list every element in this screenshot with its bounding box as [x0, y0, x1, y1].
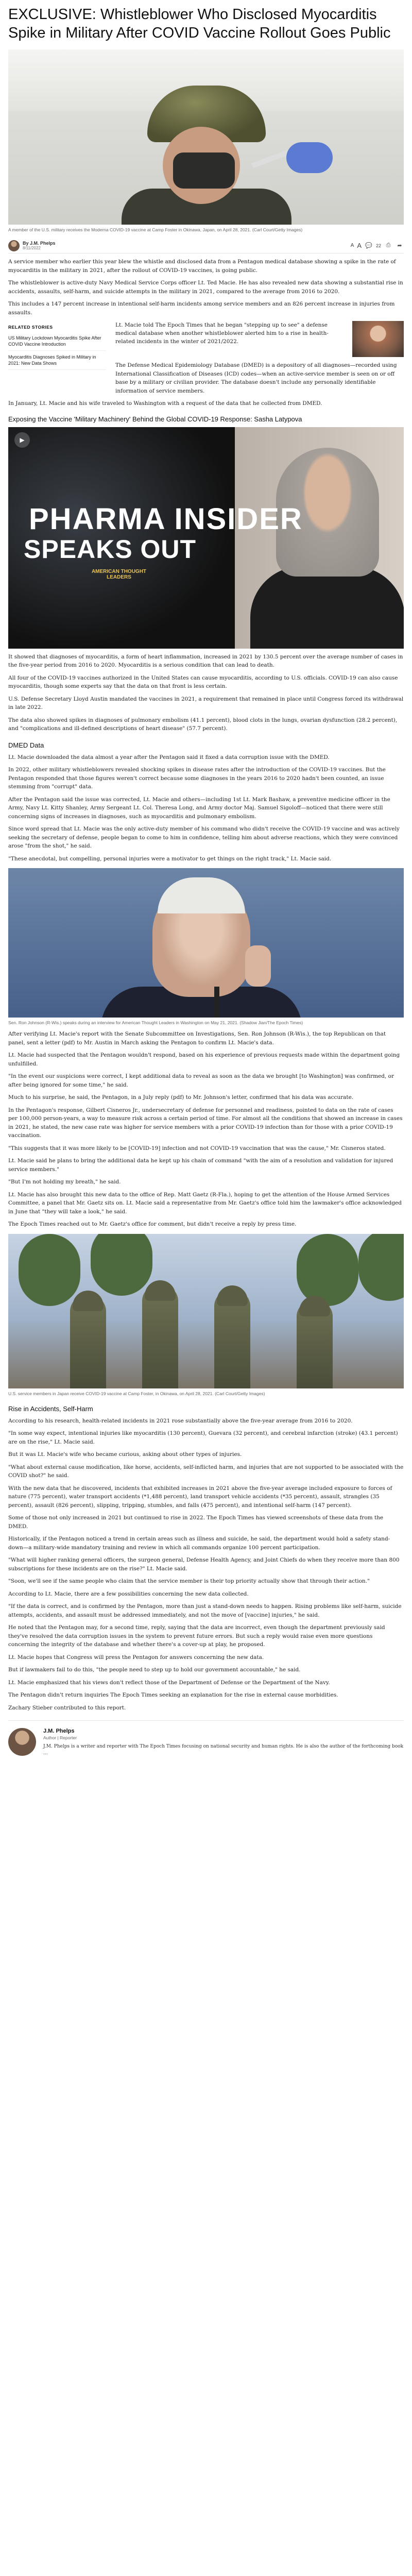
- paragraph: Since word spread that Lt. Macie was the only active-duty member of his command who didn't receive the COVID-19 vaccine and was actively seeking the secretary of defense, people began to come to him in confidence, telling him about adverse reactions, which they were convinced arose "from the shot," he said.: [8, 826, 400, 849]
- video-section-title[interactable]: Exposing the Vaccine 'Military Machinery' Behind the Global COVID-19 Response: Sasha Latypova: [8, 415, 302, 423]
- byline-bar: [8, 238, 404, 253]
- inset-photo: [352, 321, 404, 357]
- paragraph: It showed that diagnoses of myocarditis, a form of heart inflammation, increased in 2021 by 130.5 percent over the average number of cases in the five-year period from 2016 to 2020. Myocarditis is a serious condition that can lead to death.: [8, 653, 403, 668]
- video-brand: AMERICAN THOUGHT LEADERS: [91, 568, 147, 580]
- author-avatar[interactable]: [8, 1728, 36, 1756]
- paragraph: Lt. Macie downloaded the data almost a year after the Pentagon said it fixed a data corruption issue with the DMED.: [8, 754, 330, 760]
- paragraph: All four of the COVID-19 vaccines authorized in the United States can cause myocarditis, according to U.S. officials. COVID-19 can also cause myocarditis, though some experts say that the data on that front is less certain.: [8, 674, 398, 689]
- dmed-section-title: DMED Data: [8, 741, 44, 749]
- paragraph: "In the event our suspicions were correct, I kept additional data to reveal as soon as the data we brought [to Washington] was confirmed, or after being ignored for some time," he said.: [8, 1073, 394, 1088]
- paragraph: The Defense Medical Epidemiology Database (DMED) is a depository of all diagnoses—recorded using International Classification of Diseases (ICD) codes—when an active-service member is seen on or off base by a military or civilian provider. The database doesn't include any personally identifiable information of service members.: [115, 362, 397, 394]
- paragraph: Lt. Macie had suspected that the Pentagon wouldn't respond, based on his experience of previous requests made within the department going unfulfilled.: [8, 1052, 400, 1067]
- paragraph: But if lawmakers fail to do this, "the people need to step up to hold our government accountable," he said.: [8, 1667, 301, 1673]
- article-body-3: [8, 753, 404, 863]
- inset-column: [115, 321, 404, 395]
- article-body-5: [8, 1417, 404, 1713]
- senator-photo-caption: Sen. Ron Johnson (R-Wis.) speaks during an interview for American Thought Leaders in Washington on May 21, 2021. (Shadow Jian/The Epoch Times): [8, 1020, 303, 1025]
- share-tools: [351, 242, 404, 250]
- related-and-inset: [8, 321, 404, 395]
- paragraph: He noted that the Pentagon may, for a second time, reply, saying that the data are incorrect, even though the department previously said they've resolved the data corruption issues in the system to prevent future errors. But such a reply would raise even more questions concerning the integrity of the database and whether there's a cover-up at play, he proposed.: [8, 1624, 385, 1648]
- paragraph: The data also showed spikes in diagnoses of pulmonary embolism (41.1 percent), blood clots in the lungs, ovarian dysfunction (28.2 percent), and "complications and ill-defined descriptions of heart disease" (57.7 percent).: [8, 717, 398, 732]
- video-player[interactable]: [8, 427, 404, 649]
- paragraph: "In some way expect, intentional injuries like myocarditis (130 percent), Guevara (32 percent), and cerebral infarction (stroke) (43.1 percent) are on the rise," Lt. Macie said.: [8, 1430, 398, 1445]
- comment-count[interactable]: 22: [375, 243, 381, 248]
- video-title-line2: SPEAKS OUT: [24, 534, 197, 564]
- author-bio: J.M. Phelps is a writer and reporter with The Epoch Times focusing on national security and human rights. He is also the author of the forthcoming book ...: [43, 1744, 404, 1756]
- paragraph: Historically, if the Pentagon noticed a trend in certain areas such as illness and suicide, he said, the department would hold a safety stand-down—a military-wide mandatory training and review in which all commands organize 100 percent participation.: [8, 1536, 390, 1551]
- paragraph: The Pentagon didn't return inquiries The Epoch Times seeking an explanation for the rise in external cause morbidities.: [8, 1692, 338, 1698]
- paragraph: A service member who earlier this year blew the whistle and disclosed data from a Pentagon medical database showing a spike in the rate of myocarditis in the military in 2021, after the rollout of COVID-19 vaccines, is going public.: [8, 259, 396, 274]
- font-size-small-button[interactable]: A: [350, 243, 354, 248]
- article-body: [8, 258, 404, 408]
- byline: [8, 240, 56, 251]
- paragraph: In 2022, other military whistleblowers revealed shocking spikes in disease rates after the introduction of the COVID-19 vaccines. But the Pentagon responded that those figures weren't correct because some diagnoses in the years 2016 to 2020 hadn't been counted, an issue stemming from "corrupt" data.: [8, 767, 386, 790]
- article-body-4: [8, 1030, 404, 1229]
- paragraph: The whistleblower is active-duty Navy Medical Service Corps officer Lt. Ted Macie. He has also revealed new data showing a substantial rise in accidents, assaults, self-harm, and suicide attempts in the military in 2021, compared to the average from 2016 to 2020.: [8, 280, 403, 295]
- paragraph: "What will higher ranking general officers, the surgeon general, Defense Health Agency, and Joint Chiefs do when they receive more than 800 subscriptions for these incidents are on the rise?" Lt. Macie said.: [8, 1557, 400, 1572]
- paragraph: "But I'm not holding my breath," he said.: [8, 1179, 121, 1185]
- related-stories-title: RELATED STORIES: [8, 325, 53, 330]
- play-icon[interactable]: ▶: [14, 432, 30, 448]
- paragraph: With the new data that he discovered, incidents that exhibited increases in 2021 above the five-year average included exposure to forces of nature (775 percent), water transport accidents (*1,488 percent), land transport vehicle accidents (*35 percent), assault, strangles (35 percent), assault (826 percent), slipping, tripping, stumbles, and falls (475 percent), and intentional self-harm (147 percent).: [8, 1485, 392, 1509]
- paragraph: "This suggests that it was more likely to be [COVID-19] infection and not COVID-19 vaccination that was the cause," Mr. Cisneros stated.: [8, 1145, 386, 1151]
- article-body-2: [8, 653, 404, 733]
- paragraph: Lt. Macie has also brought this new data to the office of Rep. Matt Gaetz (R-Fla.), hoping to get the attention of the House Armed Services Committee, a panel that Mr. Gaetz sits on. Lt. Macie said a representative from Mr. Gaetz's office told him the lawmaker's office acknowledged in June that "they will take a look," he said.: [8, 1191, 402, 1215]
- paragraph: "Soon, we'll see if the same people who claim that the service member is their top priority actually show that through their action.": [8, 1578, 370, 1584]
- paragraph: In the Pentagon's response, Gilbert Cisneros Jr., undersecretary of defense for personnel and readiness, pointed to data on the rate of cases per 100,000 person-years, a way to measure risk across a certain period of time. For almost all the conditions that showed an increase in cases in 2021, he stated, the new case rate was higher for service members with a prior COVID-19 infection than for those with a prior COVID-19 vaccination.: [8, 1107, 403, 1139]
- paragraph: Zachary Stieber contributed to this report.: [8, 1704, 126, 1711]
- author-title: Author | Reporter: [43, 1735, 77, 1740]
- paragraph: After verifying Lt. Macie's report with the Senate Subcommittee on Investigations, Sen. Ron Johnson (R-Wis.), the top Republican on that panel, sent a letter (pdf) to Mr. Austin in March asking the Pentagon to confirm Lt. Macie's data.: [8, 1031, 386, 1046]
- related-stories: [8, 321, 106, 395]
- article-headline: EXCLUSIVE: Whistleblower Who Disclosed Myocarditis Spike in Military After COVID Vaccine Rollout Goes Public: [8, 6, 391, 41]
- paragraph: "These anecdotal, but compelling, personal injuries were a motivator to get things on the right track," Lt. Macie said.: [8, 855, 332, 862]
- inset-block: [115, 321, 404, 357]
- paragraph: According to Lt. Macie, there are a few possibilities concerning the new data collected.: [8, 1590, 249, 1597]
- paragraph: U.S. Defense Secretary Lloyd Austin mandated the vaccines in 2021, a requirement that remained in place until Congress forced its withdrawal in late 2022.: [8, 696, 404, 710]
- paragraph: "What about external cause modification, like horse, accidents, self-inflicted harm, and injuries that are not supported to be associated with the COVID shot?" he said.: [8, 1464, 404, 1479]
- share-icon[interactable]: ➦: [397, 243, 402, 249]
- font-size-large-button[interactable]: A: [357, 242, 362, 249]
- print-icon[interactable]: ⎙: [386, 242, 391, 248]
- paragraph: In January, Lt. Macie and his wife traveled to Washington with a request of the data that he collected from DMED.: [8, 400, 322, 406]
- hero-caption: A member of the U.S. military receives the Moderna COVID-19 vaccine at Camp Foster in Okinawa, Japan, on April 28, 2021. (Carl Court/Getty Images): [8, 227, 303, 232]
- paragraph: Lt. Macie said he plans to bring the additional data he kept up his chain of command "with the aim of a resolution and validation for injured service members.": [8, 1158, 393, 1173]
- byline-date: 8/11/2022: [23, 246, 41, 250]
- paragraph: "If the data is correct, and is confirmed by the Pentagon, more than just a stand-down needs to happen. Rising problems like self-harm, suicide attempts, accidents, and assault must be addressed immediately, and not the move of [vaccine] injuries," he said.: [8, 1603, 402, 1618]
- paragraph: This includes a 147 percent increase in intentional self-harm incidents among service members and an 826 percent increase in injuries from assaults.: [8, 301, 395, 316]
- inset-text: Lt. Macie told The Epoch Times that he began "stepping up to see" a defense medical database when another whistleblower alerted him to a rise in health-related incidents in the winter of 2021/2022.: [115, 322, 329, 345]
- hero-image: [8, 49, 404, 225]
- byline-name[interactable]: By J.M. Phelps: [23, 241, 56, 246]
- author-avatar-small[interactable]: [8, 240, 20, 251]
- author-box: [8, 1720, 404, 1757]
- paragraph: After the Pentagon said the issue was corrected, Lt. Macie and others—including 1st Lt. Mark Bashaw, a preventive medicine officer in the Army, Navy Lt. Kitty Shanley, Army Sergeant Lt. Col. Theresa Long, and Army doctor Maj. Samuel Sigoloff—noticed that there were still concerning signs of increases in diagnoses, such as myocarditis and pulmonary embolism.: [8, 796, 390, 820]
- paragraph: Lt. Macie emphasized that his views don't reflect those of the Department of Defense or the Department of the Navy.: [8, 1679, 330, 1686]
- related-story-link[interactable]: Myocarditis Diagnoses Spiked in Military in 2021: New Data Shows: [8, 351, 106, 370]
- paragraph: The Epoch Times reached out to Mr. Gaetz's office for comment, but didn't receive a reply by press time.: [8, 1221, 297, 1227]
- paragraph: Some of those not only increased in 2021 but continued to rise in 2022. The Epoch Times has viewed screenshots of these data from the DMED.: [8, 1515, 384, 1530]
- paragraph: Much to his surprise, he said, the Pentagon, in a July reply (pdf) to Mr. Johnson's letter, confirmed that his data was accurate.: [8, 1094, 354, 1100]
- soldiers-photo: [8, 1234, 404, 1388]
- rise-section-title: Rise in Accidents, Self-Harm: [8, 1404, 93, 1413]
- paragraph: According to his research, health-related incidents in 2021 rose substantially above the five-year average from 2016 to 2020.: [8, 1417, 353, 1424]
- senator-photo: [8, 868, 404, 1018]
- paragraph: But it was Lt. Macie's wife who became curious, asking about other types of injuries.: [8, 1451, 242, 1458]
- paragraph: Lt. Macie hopes that Congress will press the Pentagon for answers concerning the new data.: [8, 1654, 264, 1660]
- video-title-line1: PHARMA INSIDER: [29, 502, 303, 536]
- soldiers-photo-caption: U.S. service members in Japan receive COVID-19 vaccine at Camp Foster, in Okinawa, on April 28, 2021. (Carl Court/Getty Images): [8, 1391, 265, 1396]
- comment-icon[interactable]: 💬: [365, 243, 372, 249]
- author-name[interactable]: J.M. Phelps: [43, 1728, 75, 1734]
- related-story-link[interactable]: US Military Lockdown Myocarditis Spike After COVID Vaccine Introduction: [8, 332, 106, 351]
